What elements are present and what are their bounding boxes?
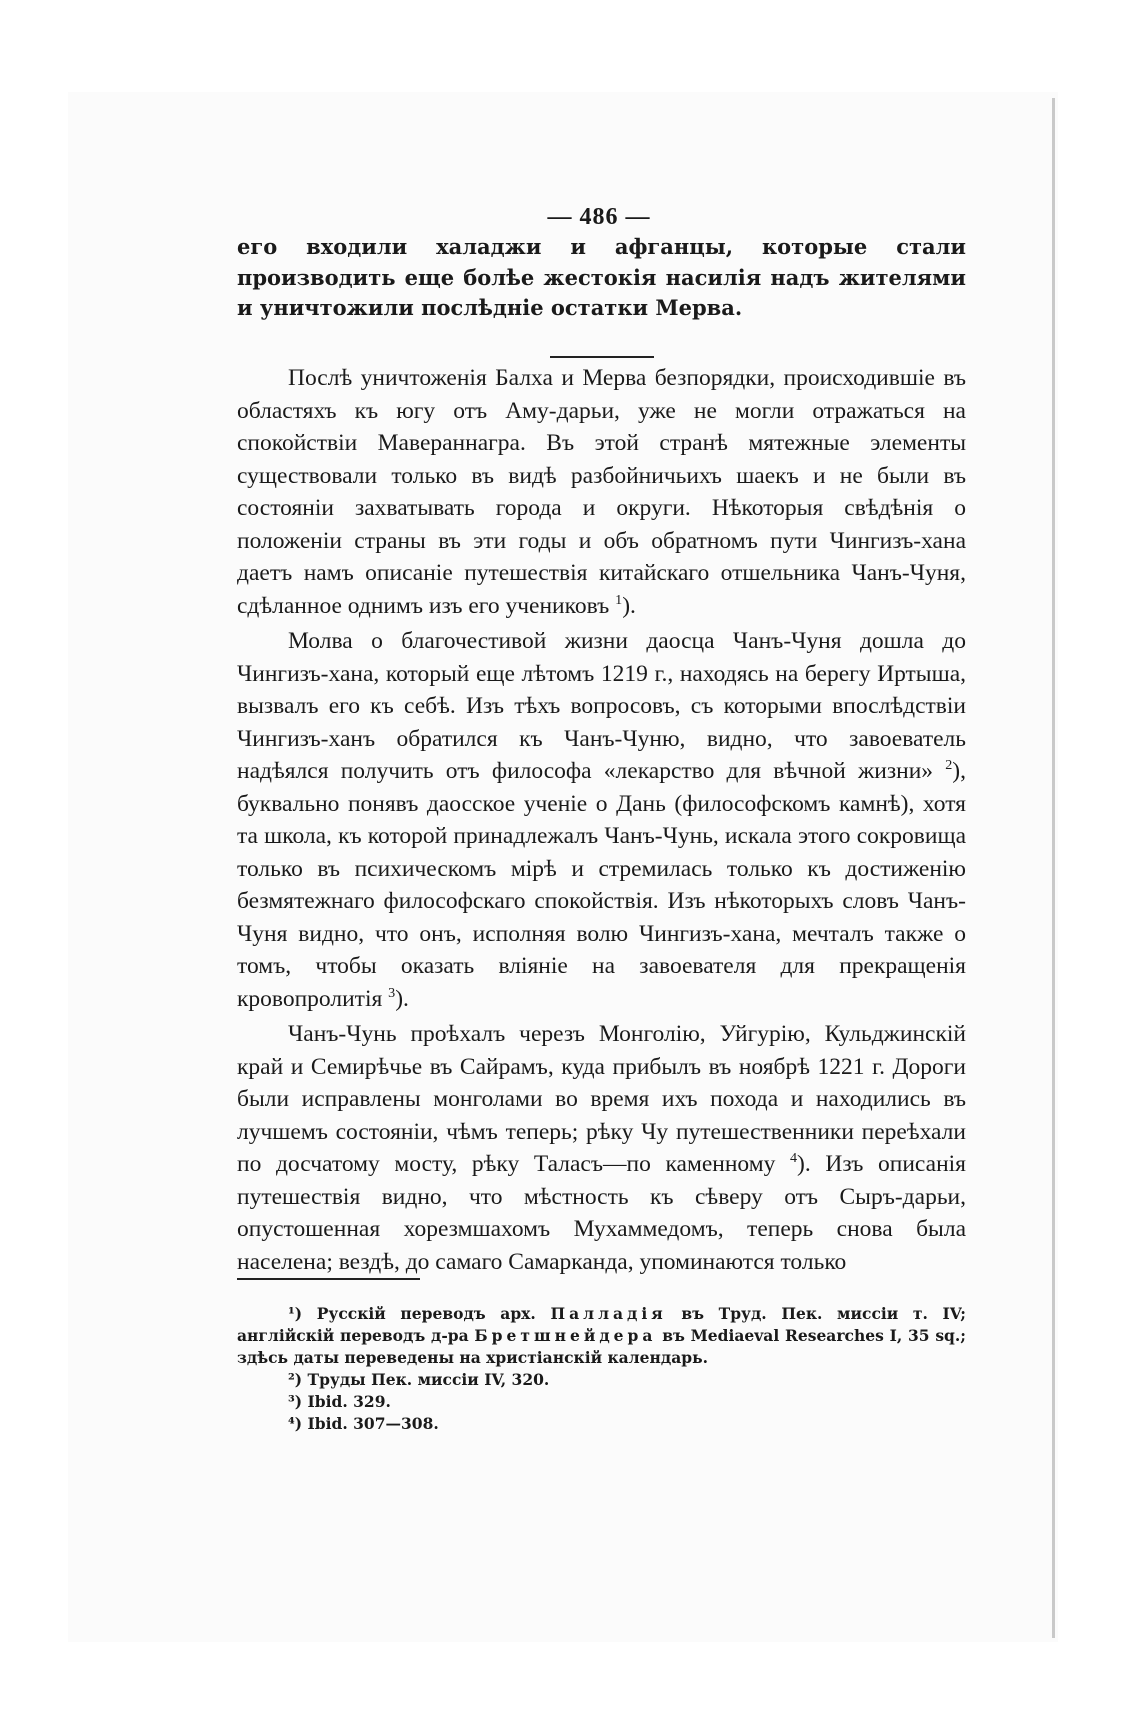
footnote-3-text: Ibid. 329. xyxy=(307,1392,391,1411)
footnote-4-mark: ⁴) xyxy=(288,1414,303,1433)
paragraph-1-end: ). xyxy=(622,592,636,619)
paragraph-1-text: Послѣ уничтоженія Балха и Мерва безпорядки, происходившіе въ областяхъ къ югу отъ Аму-дарьи, уже не могли отражаться на спокойствіи Мавераннагра. Въ этой странѣ мятежные элементы существовали только въ видѣ разбойничьихъ шаекъ и не были въ состояніи захватывать города и округи. Нѣкоторыя свѣдѣнія о положеніи страны въ эти годы и объ обратномъ пути Чингизъ-хана даетъ намъ описаніе путешествія китайскаго отшельника Чанъ-Чуня, сдѣланное однимъ изъ его учениковъ xyxy=(237,365,966,619)
footnote-1-post: въ Mediaeval Researches I, 35 sq.; здѣсь даты переведены на христіанскій календарь. xyxy=(237,1326,967,1367)
footnote-2 xyxy=(237,1369,966,1391)
footnote-1-mark: ¹) xyxy=(288,1304,303,1323)
footnote-3 xyxy=(237,1391,966,1413)
footnote-1-name-bretschneider: Бретшнейдера xyxy=(474,1326,657,1345)
paragraph-2-middle: ), буквально понявъ даосское ученіе о Дань (философскомъ камнѣ), хотя та школа, къ которой принадлежалъ Чанъ-Чунь, искала этого сокровища только въ психическомъ мірѣ и стремилась только къ достиженію безмятежнаго философскаго спокойствія. Изъ нѣкоторыхъ словъ Чанъ-Чуня видно, что онъ, исполняя волю Чингизъ-хана, мечталъ также о томъ, чтобы оказать вліяніе на завоевателя для прекращенія кровопролитія xyxy=(237,758,966,1012)
footnote-2-mark: ²) xyxy=(288,1370,303,1389)
footnote-1 xyxy=(237,1303,966,1369)
footnotes xyxy=(237,1303,966,1435)
footnote-1-mid: въ Труд. Пек. миссіи т. IV; англійскій переводъ д-ра xyxy=(237,1304,966,1345)
continuation-text: его входили халаджи и афганцы, которые стали производить еще болѣе жестокія насилія надъ жителями и уничтожили послѣдніе остатки Мерва. xyxy=(237,234,966,320)
paragraph-2-end: ). xyxy=(395,985,409,1012)
paragraph-3-middle: ). Изъ описанія путешествія видно, что мѣстность къ сѣверу отъ Сыръ-дарьи, опустошенная хорезмшахомъ Мухаммедомъ, теперь снова была населена; вездѣ, до самаго Самарканда, упоминаются только xyxy=(237,1151,966,1275)
footnote-ref-3: 3 xyxy=(388,984,396,1001)
paragraph-3 xyxy=(237,1018,966,1278)
continuation-paragraph xyxy=(237,232,966,324)
page-edge-line xyxy=(1052,98,1055,1638)
footnote-3-mark: ³) xyxy=(288,1392,303,1411)
footnote-4-text: Ibid. 307—308. xyxy=(307,1414,439,1433)
footnote-ref-2: 2 xyxy=(945,757,953,774)
paragraph-2 xyxy=(237,625,966,1015)
footnote-2-text: Труды Пек. миссіи IV, 320. xyxy=(307,1370,550,1389)
footnote-rule xyxy=(237,1278,420,1280)
paragraph-3-text: Чанъ-Чунь проѣхалъ черезъ Монголію, Уйгурію, Кульджинскій край и Семирѣчье въ Сайрамъ, куда прибылъ въ ноябрѣ 1221 г. Дороги были исправлены монголами во время ихъ похода и находились въ лучшемъ состояніи, чѣмъ теперь; рѣку Чу путешественники переѣхали по досчатому мосту, рѣку Таласъ—по каменному xyxy=(237,1021,966,1177)
footnote-4 xyxy=(237,1413,966,1435)
footnote-ref-4: 4 xyxy=(790,1150,798,1167)
page-number: — 486 — xyxy=(547,204,651,230)
paragraph-2-text: Молва о благочестивой жизни даосца Чанъ-Чуня дошла до Чингизъ-хана, который еще лѣтомъ 1219 г., находясь на берегу Иртыша, вызвалъ его къ себѣ. Изъ тѣхъ вопросовъ, съ которыми впослѣдствіи Чингизъ-ханъ обратился къ Чанъ-Чуню, видно, что завоеватель надѣялся получить отъ философа «лекарство для вѣчной жизни» xyxy=(237,628,966,784)
paragraph-1 xyxy=(237,362,966,622)
footnote-1-name-palladius: Палладія xyxy=(550,1304,667,1323)
section-divider xyxy=(550,356,654,358)
footnote-1-pre: Русскій переводъ арх. xyxy=(316,1304,536,1323)
body-text xyxy=(237,362,966,1278)
footnote-ref-1: 1 xyxy=(615,591,623,608)
